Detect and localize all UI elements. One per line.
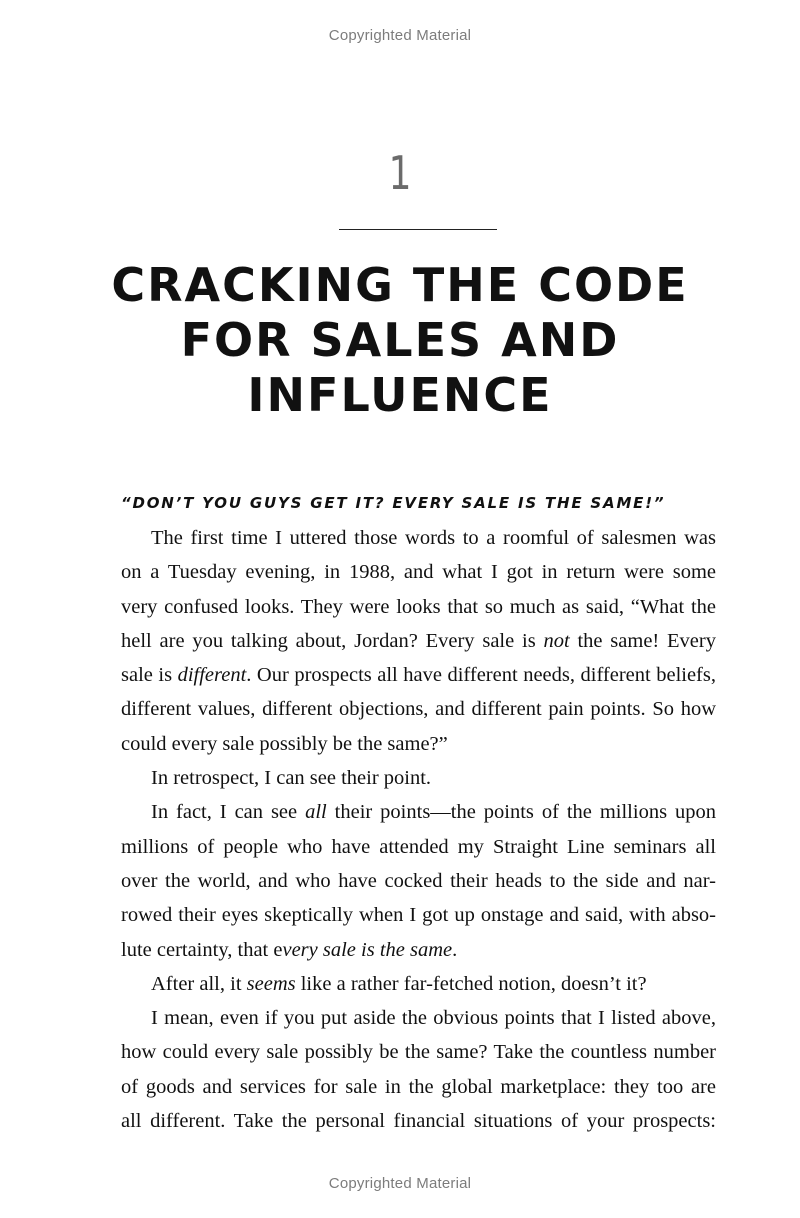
text-line: how could every sale possibly be the same? Take the countless number xyxy=(121,1041,716,1064)
text-line: different values, different objections, and different pain points. So how xyxy=(121,698,716,721)
body-text xyxy=(121,521,716,1138)
text-line: millions of people who have attended my Straight Line seminars all xyxy=(121,835,716,858)
text-line: could every sale possibly be the same?” xyxy=(121,732,448,755)
chapter-title-line: CRACKING THE CODE xyxy=(111,258,689,312)
text-line: In retrospect, I can see their point. xyxy=(151,767,432,790)
copyright-watermark-bottom: Copyrighted Material xyxy=(328,1175,472,1192)
text-line: of goods and services for sale in the global marketplace: they too are xyxy=(121,1075,716,1098)
text-line: rowed their eyes skeptically when I got up onstage and said, with abso- xyxy=(121,904,716,927)
text-line: over the world, and who have cocked their heads to the side and nar- xyxy=(121,869,716,892)
text-line: all different. Take the personal financial situations of your prospects: xyxy=(121,1110,716,1133)
text-line: on a Tuesday evening, in 1988, and what I got in return were some xyxy=(121,561,716,584)
chapter-title-line: FOR SALES AND xyxy=(180,313,620,367)
chapter-number: 1 xyxy=(388,146,412,200)
text-line: The first time I uttered those words to a roomful of salesmen was xyxy=(151,527,716,549)
emphasis: very sale is the same xyxy=(282,938,453,961)
text-line: hell are you talking about, Jordan? Every sale is not the same! Every xyxy=(121,629,716,652)
emphasis: not xyxy=(543,629,570,652)
emphasis: different xyxy=(177,664,247,687)
chapter-title xyxy=(100,258,700,423)
text-line: sale is different. Our prospects all have different needs, different beliefs, xyxy=(121,664,716,687)
chapter-divider xyxy=(339,229,497,230)
text-line: I mean, even if you put aside the obvious points that I listed above, xyxy=(151,1007,716,1030)
text-line: very confused looks. They were looks that so much as said, “What the xyxy=(121,595,716,618)
section-heading-quote: “DON’T YOU GUYS GET IT? EVERY SALE IS THE SAME!” xyxy=(121,494,666,512)
text-line: lute certainty, that every sale is the same. xyxy=(121,938,458,961)
emphasis: seems xyxy=(246,972,296,995)
emphasis: all xyxy=(305,801,327,824)
copyright-watermark-top: Copyrighted Material xyxy=(328,27,472,44)
text-line: In fact, I can see all their points—the points of the millions upon xyxy=(151,801,716,824)
text-line: After all, it seems like a rather far-fetched notion, doesn’t it? xyxy=(151,972,647,995)
chapter-title-line: INFLUENCE xyxy=(247,368,553,422)
